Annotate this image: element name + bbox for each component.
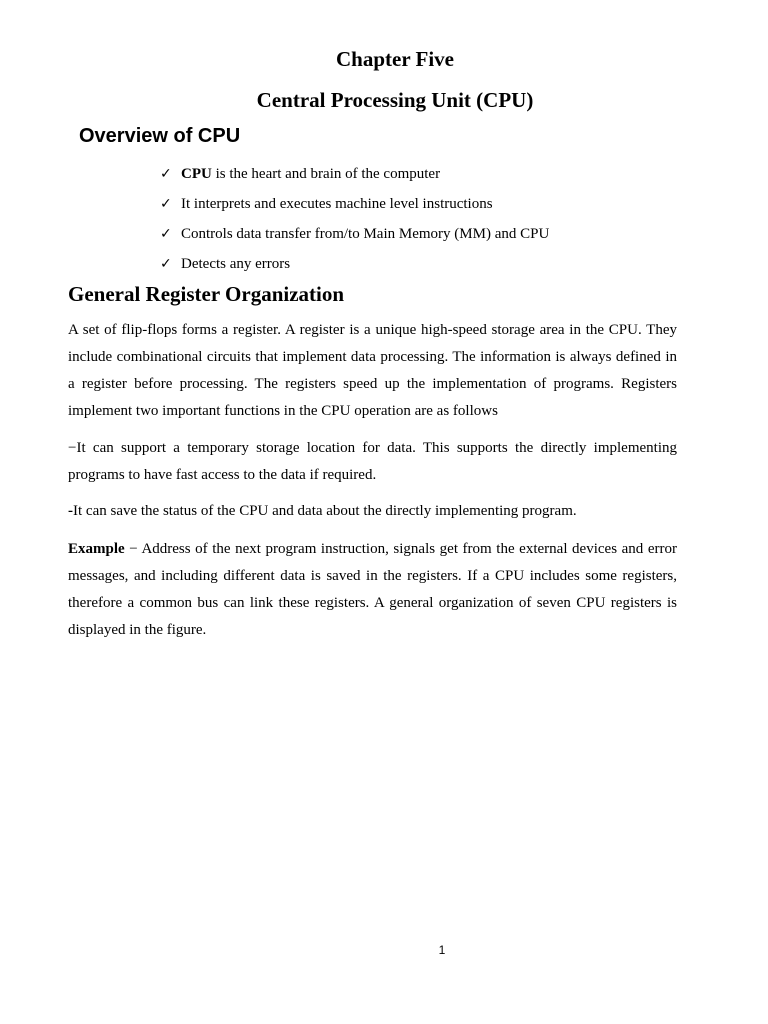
example-text: − Address of the next program instruction, signals get from the external devices and error messages, and including different data is saved in the registers. If a CPU includes some registers, therefore a common bus can link these registers. A general organization of seven CPU registers is displayed in the figure. [68, 541, 677, 638]
paragraph-point-2 [68, 498, 677, 525]
overview-bullet-list [160, 162, 549, 282]
chapter-title: Chapter Five [335, 47, 454, 71]
paragraph-register-intro: A set of flip-flops forms a register. A register is a unique high-speed storage area in the CPU. They include combinational circuits that implement data processing. The information is always defined in a register before processing. The registers speed up the implementation of programs. Registers implement two important functions in the CPU operation are as follows [68, 322, 677, 419]
checkmark-icon: ✓ [160, 196, 172, 212]
paragraph-point-1: −It can support a temporary storage location for data. This supports the directly implementing programs to have fast access to the data if required. [68, 440, 677, 483]
checkmark-icon: ✓ [160, 226, 172, 242]
point-2-dash: - [68, 503, 73, 519]
bullet-body: Detects any errors [181, 256, 291, 272]
overview-bullet-item [160, 252, 549, 282]
bullet-bold-term: CPU [181, 166, 212, 182]
overview-bullet-item [160, 222, 549, 252]
bullet-body: is the heart and brain of the computer [211, 166, 441, 182]
overview-bullet-item [160, 192, 549, 222]
chapter-subtitle: Central Processing Unit (CPU) [256, 88, 534, 112]
section-heading: General Register Organization [68, 282, 345, 306]
overview-bullet-item [160, 162, 549, 192]
bullet-body: Controls data transfer from/to Main Memory (MM) and CPU [181, 226, 550, 242]
bullet-body: It interprets and executes machine level instructions [181, 196, 493, 212]
overview-heading: Overview of CPU [79, 125, 241, 147]
example-label: Example [68, 541, 125, 557]
page-number: 1 [438, 943, 446, 957]
checkmark-icon: ✓ [160, 256, 172, 272]
point-2-text: It can save the status of the CPU and data about the directly implementing program. [73, 503, 577, 519]
paragraph-example [68, 536, 677, 644]
bullet-text [181, 162, 440, 186]
checkmark-icon: ✓ [160, 166, 172, 182]
